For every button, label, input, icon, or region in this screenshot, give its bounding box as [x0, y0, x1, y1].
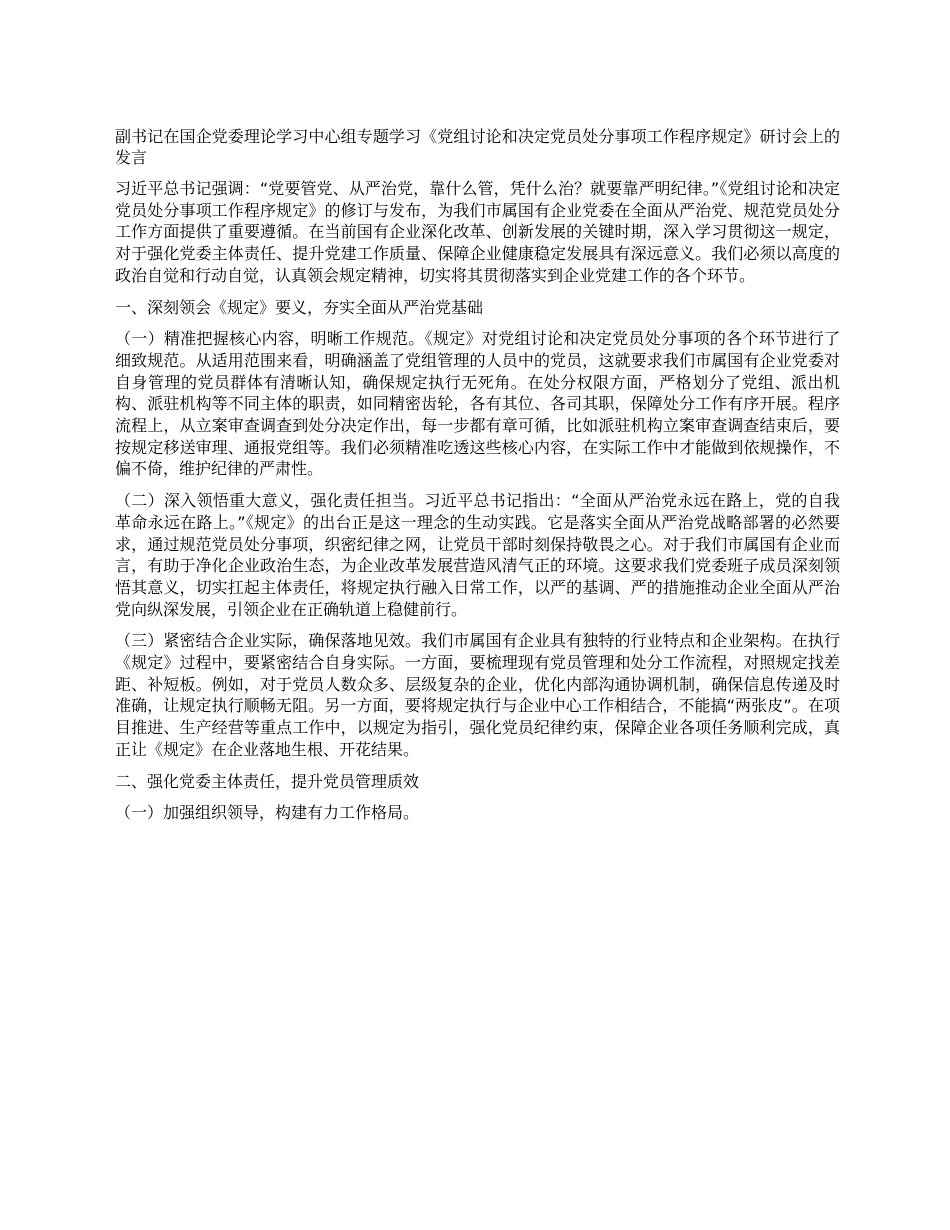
section-heading-1: 一、深刻领会《规定》要义，夯实全面从严治党基础 — [115, 297, 484, 317]
document-page — [115, 126, 840, 834]
paragraph-1-1: （一）精准把握核心内容，明晰工作规范。《规定》对党组讨论和决定党员处分事项的各个环节进行了细致规范。从适用范围来看，明确涵盖了党组管理的人员中的党员，这就要求我们市属国有企业党委对自身管理的党员群体有清晰认知，确保规定执行无死角。在处分权限方面，严格划分了党组、派出机构、派驻机构等不同主体的职责，如同精密齿轮，各有其位、各司其职，保障处分工作有序开展。程序流程上，从立案审查调查到处分决定作出，每一步都有章可循，比如派驻机构立案审查调查结束后，要按规定移送审理、通报党组等。我们必须精准吃透这些核心内容，在实际工作中才能做到依规操作，不偏不倚，维护纪律的严肃性。 — [115, 329, 840, 479]
section-heading-2: 二、强化党委主体责任，提升党员管理质效 — [115, 771, 420, 791]
intro-paragraph: 习近平总书记强调：“党要管党、从严治党，靠什么管，凭什么治？就要靠严明纪律。”《党组讨论和决定党员处分事项工作程序规定》的修订与发布，为我们市属国有企业党委在全面从严治党、规范党员处分工作方面提供了重要遵循。在当前国有企业深化改革、创新发展的关键时期，深入学习贯彻这一规定，对于强化党委主体责任、提升党建工作质量、保障企业健康稳定发展具有深远意义。我们必须以高度的政治自觉和行动自觉，认真领会规定精神，切实将其贯彻落实到企业党建工作的各个环节。 — [115, 179, 840, 285]
document-title: 副书记在国企党委理论学习中心组专题学习《党组讨论和决定党员处分事项工作程序规定》研讨会上的发言 — [115, 127, 840, 167]
paragraph-1-3: （三）紧密结合企业实际，确保落地见效。我们市属国有企业具有独特的行业特点和企业架构。在执行《规定》过程中，要紧密结合自身实际。一方面，要梳理现有党员管理和处分工作流程，对照规定找差距、补短板。例如，对于党员人数众多、层级复杂的企业，优化内部沟通协调机制，确保信息传递及时准确，让规定执行顺畅无阻。另一方面，要将规定执行与企业中心工作相结合，不能搞“两张皮”。在项目推进、生产经营等重点工作中，以规定为指引，强化党员纪律约束，保障企业各项任务顺利完成，真正让《规定》在企业落地生根、开花结果。 — [115, 631, 840, 759]
paragraph-1-2: （二）深入领悟重大意义，强化责任担当。习近平总书记指出：“全面从严治党永远在路上，党的自我革命永远在路上。”《规定》的出台正是这一理念的生动实践。它是落实全面从严治党战略部署的必然要求，通过规范党员处分事项，织密纪律之网，让党员干部时刻保持敬畏之心。对于我们市属国有企业而言，有助于净化企业政治生态，为企业改革发展营造风清气正的环境。这要求我们党委班子成员深刻领悟其意义，切实扛起主体责任，将规定执行融入日常工作，以严的基调、严的措施推动企业全面从严治党向纵深发展，引领企业在正确轨道上稳健前行。 — [115, 491, 840, 619]
paragraph-2-1: （一）加强组织领导，构建有力工作格局。 — [115, 803, 420, 823]
